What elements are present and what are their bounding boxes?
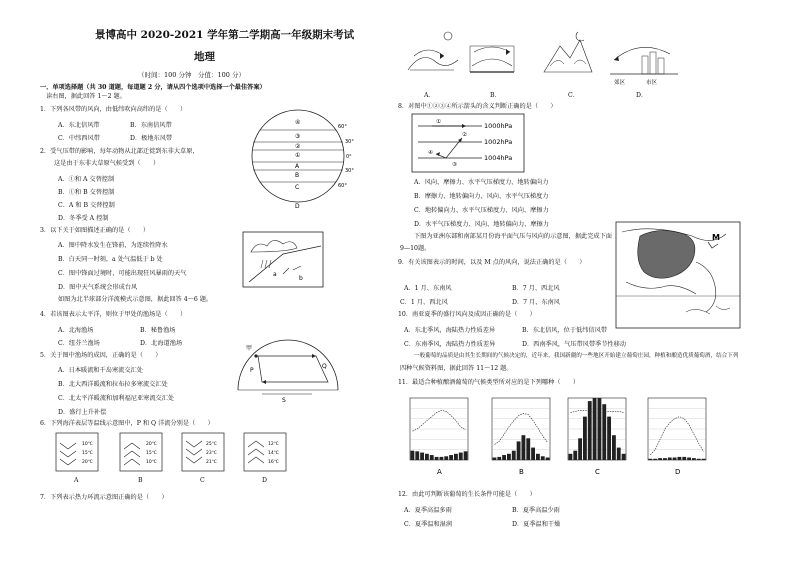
q8-option-d[interactable]: D．水平气压梯度力、风向、地转偏向力、摩擦力 [414,221,549,228]
q6-b-t2: 15℃ [146,451,157,456]
q11-12-intro: 一般葡萄的品质是由其生长期间的气候决定的，近年来，我国新疆的一些地区开始建立葡萄庄园，种植和酿造优质葡萄酒，结合下列 [414,353,739,359]
label-d: D [295,203,300,210]
precip-bar [593,398,597,460]
q9-10-intro-2: 9—10题。 [400,245,431,252]
q6-c-t2: 23℃ [206,451,217,456]
precip-bar [541,456,545,460]
label-m: M [712,233,720,242]
q10-option-d[interactable]: D．西南季风，气压带风带季节性移动 [522,341,626,348]
q11-12-intro-2: 四种气候资料图，据此回答 11～12 题。 [400,365,513,372]
q8-stem: 8．对图中①②③④所示箭头的含义判断正确的是（ ） [398,103,557,110]
label-1: ① [295,152,301,159]
precip-bar [569,454,573,460]
subject-title: 地理 [194,51,215,63]
precip-bar [444,456,448,460]
chart-label: D [675,468,681,476]
section-intro: 读右图，据此回答 1～2 题。 [46,93,126,100]
q9-option-b[interactable]: B．7 月、西北风 [512,285,560,292]
precip-bar [420,453,424,460]
precip-bar [687,458,691,460]
q9-option-d[interactable]: D．7 月、东南风 [512,299,560,306]
q6-option-a[interactable]: A [74,477,79,484]
section-heading: 一、单项选择题（共 30 道题，每道题 2 分，请从四个选项中选择一个最佳答案） [40,84,266,91]
mark-4: ④ [428,150,433,156]
q3-option-d[interactable]: D．图中天气系统会形成台风 [58,284,138,291]
precip-bar [411,451,415,460]
q4-stem: 4．若该图表示太平洋，则位于甲处的渔场是（ ） [40,311,187,318]
q11-stem: 11．最适合种植酿酒葡萄的气候类型所对应的是下列哪种（ ） [398,379,580,386]
precip-bar [673,458,677,460]
q7-figure-d[interactable] [606,26,682,92]
fig2-label-b: b [299,275,303,282]
q10-option-a[interactable]: A．东北季风，海陆热力性质差异 [404,327,496,334]
precip-bar [697,459,701,460]
q10-option-b[interactable]: B．东北信风，位于低纬信风带 [522,327,607,334]
q7-option-d[interactable]: D． [636,92,648,99]
q8-option-c[interactable]: C．地转偏向力、水平气压梯度力、风向、摩擦力 [414,207,549,214]
precip-bar [435,457,439,460]
q6-option-c[interactable]: C [200,477,205,484]
q6-b-t1: 20℃ [146,442,157,447]
label-b: B [295,172,300,179]
q7-figure-c[interactable] [540,26,596,82]
q6-stem: 6．下列海洋表层等温线示意图中，P 和 Q 洋流分别是（ ） [40,420,214,427]
q4-option-d[interactable]: D．北海道渔场 [140,340,183,347]
precip-bar [668,458,672,460]
q2-option-d[interactable]: D．冬季受 A 控制 [58,215,109,222]
q4-6-intro: 如图为北半球部分洋流模式示意图，据此回答 4～6 题。 [58,296,213,303]
climate-chart-b[interactable] [492,398,550,476]
q12-option-c[interactable]: C．夏季温和湿润 [404,521,453,528]
q7-option-b[interactable]: B． [490,92,501,99]
fig2-label-a: a [273,271,277,278]
precip-bar [512,451,516,460]
label-2: ② [295,143,301,150]
q7-figure-b[interactable] [466,26,522,82]
precip-bar [678,457,682,460]
label-q: Q [322,363,327,370]
q4-option-b[interactable]: B．秘鲁渔场 [140,327,176,334]
precip-bar [663,458,667,460]
q7-stem: 7．下列表示热力环流示意图正确的是（ ） [40,494,168,501]
q6-box-a[interactable] [56,433,98,471]
q3-option-a[interactable]: A．图中降水发生在锋前，为连续性降水 [58,242,168,249]
precip-bar [692,458,696,460]
precip-bar [517,441,521,460]
front-diagram [243,232,323,287]
label-urban: 市区 [646,80,658,86]
q8-option-b[interactable]: B．摩擦力、地转偏向力、风向、水平气压梯度力 [414,193,549,200]
isobar-1004: 1004hPa [484,154,513,162]
q6-d-t2: 14℃ [268,451,279,456]
q1-option-d[interactable]: D．极地东风带 [130,135,173,142]
precip-bar [522,435,526,460]
chart-label: A [437,468,442,476]
label-a: A [295,163,300,170]
chart-label: B [519,468,524,476]
q2-option-b[interactable]: B．①和 B 交替控制 [58,189,115,196]
precip-bar [497,457,501,460]
q1-option-a[interactable]: A．东北信风带 [58,122,100,129]
lat-60s: 60° [338,183,347,189]
exam-title: 景博高中 2020-2021 学年第二学期高一年级期末考试 [95,29,355,41]
climate-chart-a[interactable] [410,398,468,476]
q6-d-t1: 12℃ [268,442,279,447]
label-suburb: 郊区 [614,80,626,86]
precip-bar [459,453,463,460]
q10-stem: 10．南亚夏季的盛行风向及成因正确的是（ ） [398,311,536,318]
q9-option-a[interactable]: A．1 月、东南风 [404,285,452,292]
precip-bar [440,457,444,460]
q6-box-d[interactable] [244,433,286,471]
mark-2: ② [462,132,467,138]
precip-bar [546,458,550,460]
q1-option-c[interactable]: C．中纬西风带 [58,135,100,142]
q5-stem: 5．关于图中渔场的成因，正确的是（ ） [40,352,162,359]
q6-c-t1: 25℃ [206,442,217,447]
q6-option-b[interactable]: B [138,477,143,484]
q6-a-t1: 10℃ [82,442,93,447]
q2-option-c[interactable]: C．A 和 B 交替控制 [58,202,115,209]
q9-10-intro: 下图为亚洲东部和南部某月份海平面气压与风向的示意图，据此完成下面 [414,233,612,240]
lat-30s: 30° [345,168,354,174]
q6-box-c[interactable] [182,433,224,471]
q2-option-a[interactable]: A．①和 A 交替控制 [58,176,115,183]
q9-stem: 9．有关该图表示的时间，以及 M 点的风向，说法正确的是（ ） [398,259,586,266]
label-4: ④ [295,119,301,126]
precip-bar [598,398,602,460]
label-s: S [282,397,286,404]
q2-stem: 2．受气压带的影响，每年动物从北部迁徙到东非大草原， [40,148,199,155]
precip-bar [531,448,535,460]
q6-d-t3: 16℃ [268,460,279,465]
q6-option-d[interactable]: D [262,477,267,484]
q5-option-a[interactable]: A．日本暖流和千岛寒流交汇处 [58,367,143,374]
precip-bar [612,435,616,460]
precip-bar [588,401,592,460]
lat-0: 0° [346,154,352,160]
precip-bar [507,454,511,460]
label-p: P [250,367,254,374]
q1-option-b[interactable]: B．东南信风带 [130,122,172,129]
q9-option-c[interactable]: C．1 月、西北风 [400,299,448,306]
precip-bar [502,455,506,460]
q6-c-t3: 21℃ [206,460,217,465]
precip-bar [573,451,577,460]
isobar-1000: 1000hPa [484,122,513,130]
label-jia: 甲 [246,345,253,352]
q6-isotherm-options [56,433,296,491]
precip-bar [617,448,621,460]
q12-stem: 12．由此可判断该葡萄的生长条件可能是（ ） [398,491,536,498]
isobar-1002: 1002hPa [484,138,513,146]
precip-bar [622,454,626,460]
precip-bar [454,454,458,460]
exam-meta: （时间：100 分钟 分值：100 分） [138,71,245,79]
precip-bar [682,457,686,460]
precip-bar [583,417,587,460]
precip-bar [536,454,540,460]
precip-bar [526,438,530,460]
q10-option-c[interactable]: C．东南季风，海陆热力性质差异 [404,341,496,348]
precip-bar [578,438,582,460]
q6-a-t3: 20℃ [82,460,93,465]
q7-option-c[interactable]: C． [568,92,579,99]
chart-label: C [595,468,600,476]
mark-1: ① [436,119,441,125]
q1-stem: 1．下列各风带的风向，由低纬吹向高纬的是（ ） [40,106,187,113]
q7-option-a[interactable]: A． [424,92,435,99]
q5-option-c[interactable]: C．北太平洋暖流和加利福尼亚寒流交汇处 [58,395,175,402]
precip-bar [607,417,611,460]
q4-option-c[interactable]: C．纽芬兰渔场 [58,340,100,347]
label-3: ③ [295,133,301,140]
asia-pressure-map [616,222,740,328]
precip-bar [702,459,706,460]
q3-option-c[interactable]: C．图中锋面过境时，可能出现狂风暴雨的天气 [58,270,187,277]
precip-bar [649,459,653,460]
precip-bar [653,459,657,460]
label-c: C [295,184,300,191]
q3-stem: 3．以下关于如图描述正确的是（ ） [40,227,150,234]
climate-charts [398,392,718,492]
q12-option-a[interactable]: A．夏季高温多雨 [404,507,452,514]
precip-bar [425,454,429,460]
lat-30n: 30° [345,139,354,145]
q12-option-d[interactable]: D．夏季温和干燥 [512,521,561,528]
q5-option-b[interactable]: B．北大西洋暖流和拉布拉多寒流交汇处 [58,381,168,388]
q6-b-t3: 10℃ [146,460,157,465]
temperature-line [570,410,623,412]
precip-bar [430,455,434,460]
lat-60n: 60° [338,124,347,130]
q6-box-b[interactable] [120,433,162,471]
temperature-line [412,410,465,431]
precip-bar [449,455,453,460]
q3-option-b[interactable]: B．白天同一时刻，a 处气温低于 b 处 [58,256,163,263]
temperature-line [650,417,703,455]
pressure-belt-diagram [246,110,356,210]
precip-bar [415,451,419,460]
climate-chart-c[interactable] [568,398,626,476]
precip-bar [464,451,468,460]
q4-option-a[interactable]: A．北海渔场 [58,327,94,334]
q12-option-b[interactable]: B．夏季高温少雨 [512,507,560,514]
q2-stem-2: 这是由于东非大草原气候受到（ ） [54,160,160,167]
q8-option-a[interactable]: A．风向、摩擦力、水平气压梯度力、地转偏向力 [414,179,549,186]
precip-bar [493,458,497,460]
ocean-current-diagram [232,336,342,404]
mark-3: ③ [452,162,457,168]
isobar-diagram [412,114,524,172]
q5-option-d[interactable]: D．盛行上升补偿 [58,409,107,416]
precip-bar [658,458,662,460]
q7-figure-a[interactable] [404,26,460,82]
climate-chart-d[interactable] [648,398,706,476]
q6-a-t2: 15℃ [82,451,93,456]
